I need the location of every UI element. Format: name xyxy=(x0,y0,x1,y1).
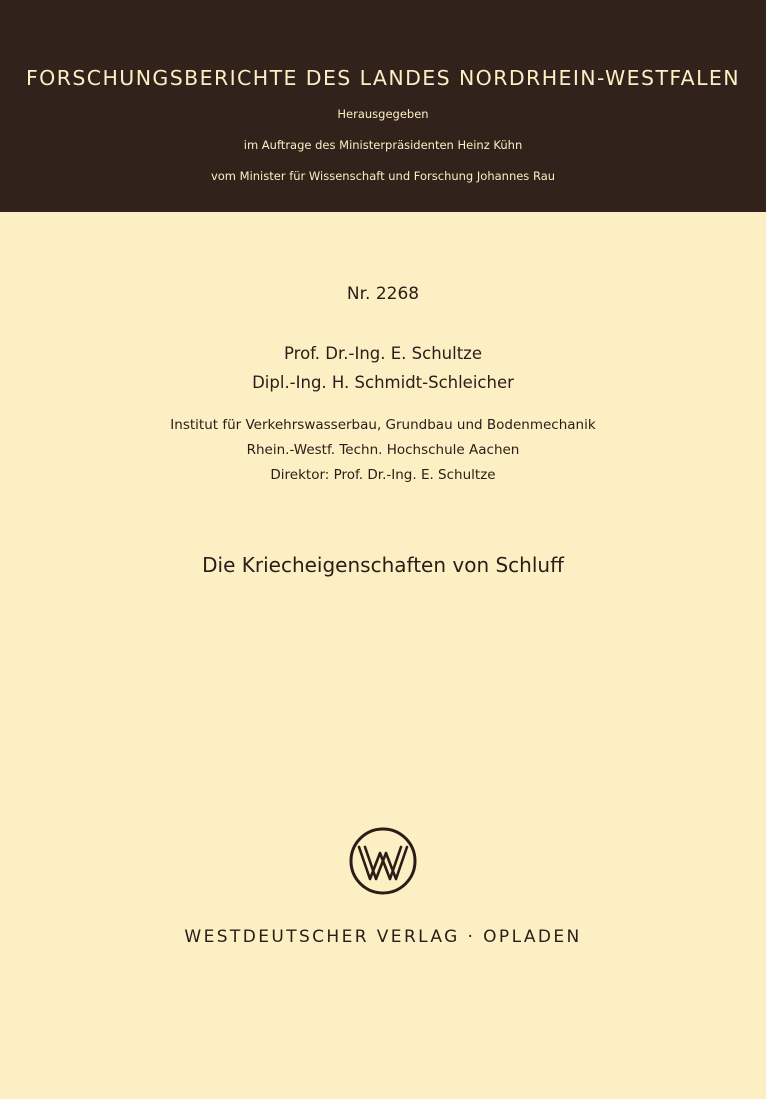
report-number: Nr. 2268 xyxy=(346,284,420,304)
editor-line-1: Herausgegeben xyxy=(337,107,429,121)
editor-line-3: vom Minister für Wissenschaft und Forschung Johannes Rau xyxy=(210,169,556,183)
book-title: Die Kriecheigenschaften von Schluff xyxy=(202,553,564,577)
series-header-band xyxy=(0,0,766,212)
publisher-imprint: WESTDEUTSCHER VERLAG · OPLADEN xyxy=(184,927,582,947)
publisher-logo-icon xyxy=(348,826,418,896)
author-1: Prof. Dr.-Ing. E. Schultze xyxy=(284,344,482,363)
institute-line-2: Rhein.-Westf. Techn. Hochschule Aachen xyxy=(246,442,520,458)
series-title: FORSCHUNGSBERICHTE DES LANDES NORDRHEIN-WESTFALEN xyxy=(25,66,741,90)
institute-line-1: Institut für Verkehrswasserbau, Grundbau und Bodenmechanik xyxy=(170,417,596,433)
institute-line-3: Direktor: Prof. Dr.-Ing. E. Schultze xyxy=(270,467,496,483)
editor-line-2: im Auftrage des Ministerpräsidenten Heinz Kühn xyxy=(243,138,523,152)
author-2: Dipl.-Ing. H. Schmidt-Schleicher xyxy=(252,373,514,392)
